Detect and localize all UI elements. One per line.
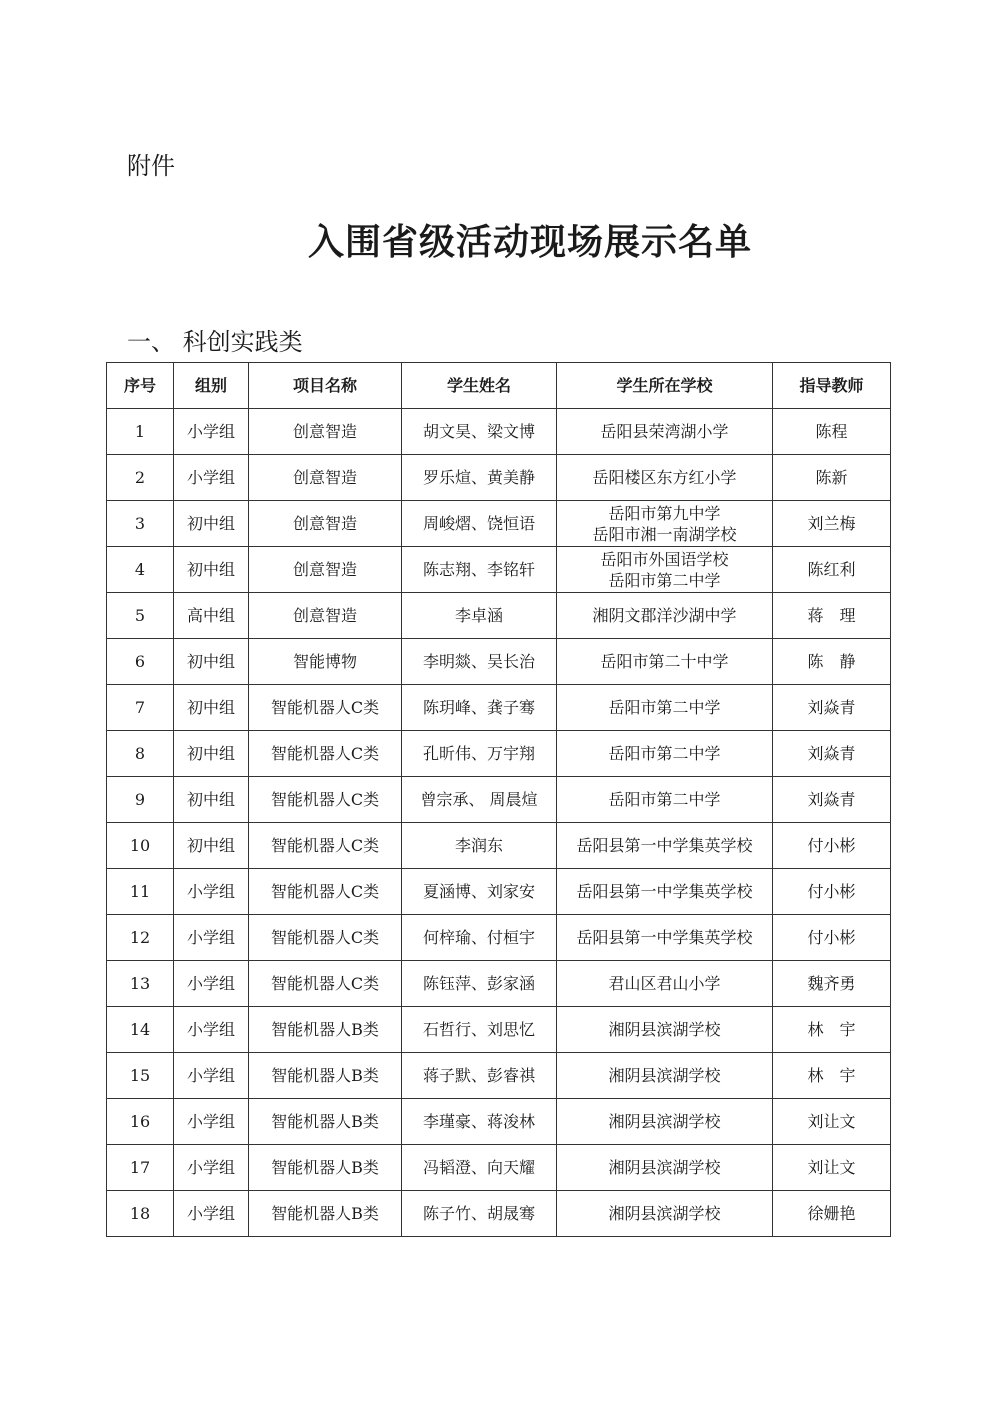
cell-school: 湘阴文郡洋沙湖中学 [557, 593, 773, 639]
cell-group: 小学组 [174, 915, 249, 961]
table-row [107, 501, 891, 547]
cell-group: 初中组 [174, 685, 249, 731]
cell-project: 智能机器人B类 [249, 1007, 402, 1053]
cell-teacher: 徐姗艳 [773, 1191, 891, 1237]
cell-school: 岳阳县第一中学集英学校 [557, 869, 773, 915]
cell-project: 智能机器人C类 [249, 685, 402, 731]
cell-teacher: 陈 静 [773, 639, 891, 685]
cell-group: 初中组 [174, 731, 249, 777]
cell-students: 孔昕伟、万宇翔 [402, 731, 557, 777]
cell-teacher: 刘焱青 [773, 731, 891, 777]
cell-teacher: 陈新 [773, 455, 891, 501]
cell-students: 陈钰萍、彭家涵 [402, 961, 557, 1007]
cell-school: 岳阳县荣湾湖小学 [557, 409, 773, 455]
cell-teacher: 魏齐勇 [773, 961, 891, 1007]
table-row [107, 1145, 891, 1191]
cell-project: 智能机器人C类 [249, 731, 402, 777]
cell-school: 湘阴县滨湖学校 [557, 1145, 773, 1191]
table-row [107, 1007, 891, 1053]
cell-project: 智能机器人B类 [249, 1191, 402, 1237]
cell-group: 小学组 [174, 1007, 249, 1053]
cell-group: 小学组 [174, 455, 249, 501]
cell-teacher: 刘焱青 [773, 777, 891, 823]
cell-group: 初中组 [174, 639, 249, 685]
cell-group: 小学组 [174, 869, 249, 915]
header-project: 项目名称 [249, 363, 402, 409]
attachment-label: 附件 [127, 152, 175, 180]
table-row [107, 1099, 891, 1145]
cell-index: 6 [107, 639, 174, 685]
cell-index: 11 [107, 869, 174, 915]
cell-project: 智能机器人B类 [249, 1099, 402, 1145]
table-row [107, 455, 891, 501]
cell-teacher: 刘让文 [773, 1099, 891, 1145]
cell-group: 高中组 [174, 593, 249, 639]
cell-index: 18 [107, 1191, 174, 1237]
table-row [107, 915, 891, 961]
cell-school: 湘阴县滨湖学校 [557, 1053, 773, 1099]
cell-teacher: 刘焱青 [773, 685, 891, 731]
cell-teacher: 林 宇 [773, 1007, 891, 1053]
cell-group: 小学组 [174, 1099, 249, 1145]
cell-project: 智能机器人C类 [249, 777, 402, 823]
cell-group: 初中组 [174, 777, 249, 823]
cell-index: 13 [107, 961, 174, 1007]
cell-group: 初中组 [174, 823, 249, 869]
cell-project: 创意智造 [249, 501, 402, 547]
cell-group: 小学组 [174, 1191, 249, 1237]
header-group: 组别 [174, 363, 249, 409]
header-teacher: 指导教师 [773, 363, 891, 409]
table-row [107, 961, 891, 1007]
cell-index: 2 [107, 455, 174, 501]
cell-teacher: 刘兰梅 [773, 501, 891, 547]
cell-index: 3 [107, 501, 174, 547]
cell-project: 创意智造 [249, 455, 402, 501]
table-header-row [107, 363, 891, 409]
cell-teacher: 刘让文 [773, 1145, 891, 1191]
cell-students: 李润东 [402, 823, 557, 869]
nominee-table [106, 362, 891, 1237]
cell-students: 夏涵博、刘家安 [402, 869, 557, 915]
table-row [107, 823, 891, 869]
cell-teacher: 蒋 理 [773, 593, 891, 639]
cell-index: 17 [107, 1145, 174, 1191]
cell-index: 16 [107, 1099, 174, 1145]
cell-teacher: 陈红利 [773, 547, 891, 593]
cell-students: 周峻熠、饶恒语 [402, 501, 557, 547]
cell-students: 冯韬澄、向天耀 [402, 1145, 557, 1191]
table-row [107, 1191, 891, 1237]
header-index: 序号 [107, 363, 174, 409]
cell-project: 智能机器人B类 [249, 1145, 402, 1191]
cell-index: 10 [107, 823, 174, 869]
section-heading: 一、 科创实践类 [127, 328, 303, 356]
cell-index: 5 [107, 593, 174, 639]
cell-project: 智能博物 [249, 639, 402, 685]
cell-students: 胡文昊、梁文博 [402, 409, 557, 455]
cell-students: 曾宗承、 周晨煊 [402, 777, 557, 823]
cell-index: 15 [107, 1053, 174, 1099]
cell-project: 创意智造 [249, 409, 402, 455]
cell-school: 湘阴县滨湖学校 [557, 1099, 773, 1145]
cell-teacher: 林 宇 [773, 1053, 891, 1099]
table-row [107, 685, 891, 731]
cell-teacher: 付小彬 [773, 823, 891, 869]
cell-index: 12 [107, 915, 174, 961]
cell-index: 1 [107, 409, 174, 455]
cell-students: 李卓涵 [402, 593, 557, 639]
document-title: 入围省级活动现场展示名单 [307, 221, 752, 263]
cell-group: 小学组 [174, 1053, 249, 1099]
cell-project: 智能机器人C类 [249, 869, 402, 915]
cell-school: 君山区君山小学 [557, 961, 773, 1007]
cell-school: 岳阳市第二中学 [557, 685, 773, 731]
cell-students: 李明燚、吴长治 [402, 639, 557, 685]
cell-school: 岳阳市第二十中学 [557, 639, 773, 685]
cell-project: 智能机器人C类 [249, 823, 402, 869]
table-row [107, 409, 891, 455]
cell-school: 岳阳市第二中学 [557, 731, 773, 777]
cell-school: 岳阳市外国语学校 岳阳市第二中学 [557, 547, 773, 593]
cell-school: 岳阳市第二中学 [557, 777, 773, 823]
cell-school: 岳阳市第九中学 岳阳市湘一南湖学校 [557, 501, 773, 547]
table-row [107, 731, 891, 777]
table-row [107, 869, 891, 915]
cell-teacher: 付小彬 [773, 869, 891, 915]
cell-students: 石哲行、刘思忆 [402, 1007, 557, 1053]
cell-group: 初中组 [174, 547, 249, 593]
cell-group: 小学组 [174, 961, 249, 1007]
cell-index: 7 [107, 685, 174, 731]
cell-index: 4 [107, 547, 174, 593]
table-body [107, 409, 891, 1237]
cell-teacher: 陈程 [773, 409, 891, 455]
cell-group: 初中组 [174, 501, 249, 547]
cell-group: 小学组 [174, 409, 249, 455]
cell-project: 创意智造 [249, 593, 402, 639]
cell-school: 湘阴县滨湖学校 [557, 1007, 773, 1053]
cell-students: 陈玥峰、龚子骞 [402, 685, 557, 731]
table-row [107, 639, 891, 685]
cell-project: 智能机器人C类 [249, 915, 402, 961]
cell-project: 智能机器人B类 [249, 1053, 402, 1099]
cell-school: 岳阳县第一中学集英学校 [557, 823, 773, 869]
cell-students: 李瑾豪、蒋浚林 [402, 1099, 557, 1145]
table-row [107, 593, 891, 639]
cell-students: 陈子竹、胡晟骞 [402, 1191, 557, 1237]
table-row [107, 777, 891, 823]
cell-students: 罗乐煊、黄美静 [402, 455, 557, 501]
cell-index: 14 [107, 1007, 174, 1053]
cell-school: 湘阴县滨湖学校 [557, 1191, 773, 1237]
cell-index: 8 [107, 731, 174, 777]
header-school: 学生所在学校 [557, 363, 773, 409]
header-students: 学生姓名 [402, 363, 557, 409]
table-row [107, 1053, 891, 1099]
cell-group: 小学组 [174, 1145, 249, 1191]
table-row [107, 547, 891, 593]
cell-students: 何梓瑜、付桓宇 [402, 915, 557, 961]
cell-index: 9 [107, 777, 174, 823]
cell-school: 岳阳楼区东方红小学 [557, 455, 773, 501]
cell-students: 陈志翔、李铭轩 [402, 547, 557, 593]
cell-teacher: 付小彬 [773, 915, 891, 961]
cell-project: 智能机器人C类 [249, 961, 402, 1007]
cell-project: 创意智造 [249, 547, 402, 593]
cell-school: 岳阳县第一中学集英学校 [557, 915, 773, 961]
cell-students: 蒋子默、彭睿祺 [402, 1053, 557, 1099]
